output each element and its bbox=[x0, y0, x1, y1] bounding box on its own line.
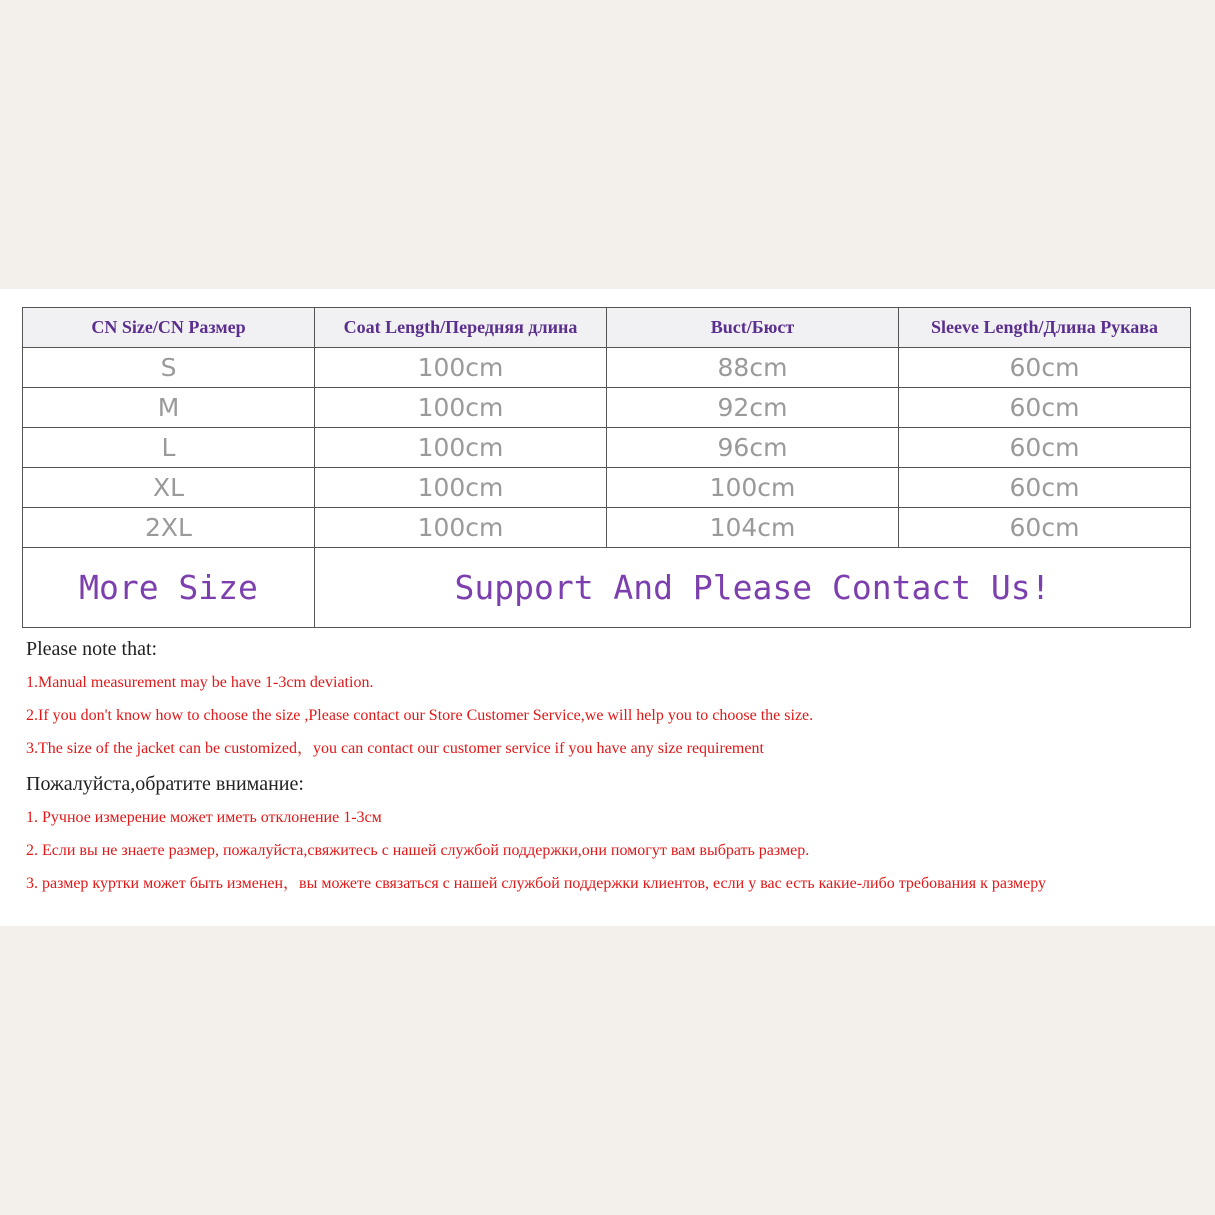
note-line-en-2: 2.If you don't know how to choose the size ,Please contact our Store Customer Service,we will help you to choose the size. bbox=[26, 707, 814, 724]
column-header-sleeve-length: Sleeve Length/Длина Рукава bbox=[899, 308, 1191, 348]
size-cell: XL bbox=[23, 468, 315, 508]
notes-title-ru: Пожалуйста,обратите внимание: bbox=[26, 773, 304, 795]
table-row bbox=[23, 508, 1191, 548]
bust-cell: 104cm bbox=[607, 508, 899, 548]
sleeve-length-cell: 60cm bbox=[899, 348, 1191, 388]
bust-cell: 88cm bbox=[607, 348, 899, 388]
note-line-ru-3: 3. размер куртки может быть изменен，вы можете связаться с нашей службой поддержки клиентов, если у вас есть какие-либо требования к размеру bbox=[26, 875, 1047, 892]
sleeve-length-cell: 60cm bbox=[899, 508, 1191, 548]
bust-cell: 96cm bbox=[607, 428, 899, 468]
more-size-label: More Size bbox=[23, 548, 315, 628]
coat-length-cell: 100cm bbox=[315, 468, 607, 508]
size-cell: 2XL bbox=[23, 508, 315, 548]
note-line-en-1: 1.Manual measurement may be have 1-3cm deviation. bbox=[26, 674, 374, 691]
notes-title-en: Please note that: bbox=[26, 638, 158, 660]
sleeve-length-cell: 60cm bbox=[899, 428, 1191, 468]
more-size-row bbox=[23, 548, 1191, 628]
table-row bbox=[23, 348, 1191, 388]
coat-length-cell: 100cm bbox=[315, 428, 607, 468]
bust-cell: 92cm bbox=[607, 388, 899, 428]
note-line-ru-2: 2. Если вы не знаете размер, пожалуйста,свяжитесь с нашей службой поддержки,они помогут вам выбрать размер. bbox=[26, 842, 810, 859]
column-header-size: CN Size/CN Размер bbox=[23, 308, 315, 348]
size-cell: L bbox=[23, 428, 315, 468]
contact-us-message: Support And Please Contact Us! bbox=[315, 548, 1191, 628]
table-row bbox=[23, 468, 1191, 508]
column-header-coat-length: Coat Length/Передняя длина bbox=[315, 308, 607, 348]
size-chart-panel bbox=[0, 289, 1215, 926]
sleeve-length-cell: 60cm bbox=[899, 388, 1191, 428]
size-cell: M bbox=[23, 388, 315, 428]
table-row bbox=[23, 428, 1191, 468]
table-header-row bbox=[23, 308, 1191, 348]
size-table bbox=[22, 307, 1191, 628]
coat-length-cell: 100cm bbox=[315, 348, 607, 388]
bust-cell: 100cm bbox=[607, 468, 899, 508]
table-row bbox=[23, 388, 1191, 428]
note-line-en-3: 3.The size of the jacket can be customized，you can contact our customer service if you have any size requirement bbox=[26, 740, 764, 757]
coat-length-cell: 100cm bbox=[315, 388, 607, 428]
sleeve-length-cell: 60cm bbox=[899, 468, 1191, 508]
size-cell: S bbox=[23, 348, 315, 388]
size-notes bbox=[26, 634, 1206, 904]
column-header-bust: Buct/Бюст bbox=[607, 308, 899, 348]
coat-length-cell: 100cm bbox=[315, 508, 607, 548]
note-line-ru-1: 1. Ручное измерение может иметь отклонение 1-3см bbox=[26, 809, 382, 826]
